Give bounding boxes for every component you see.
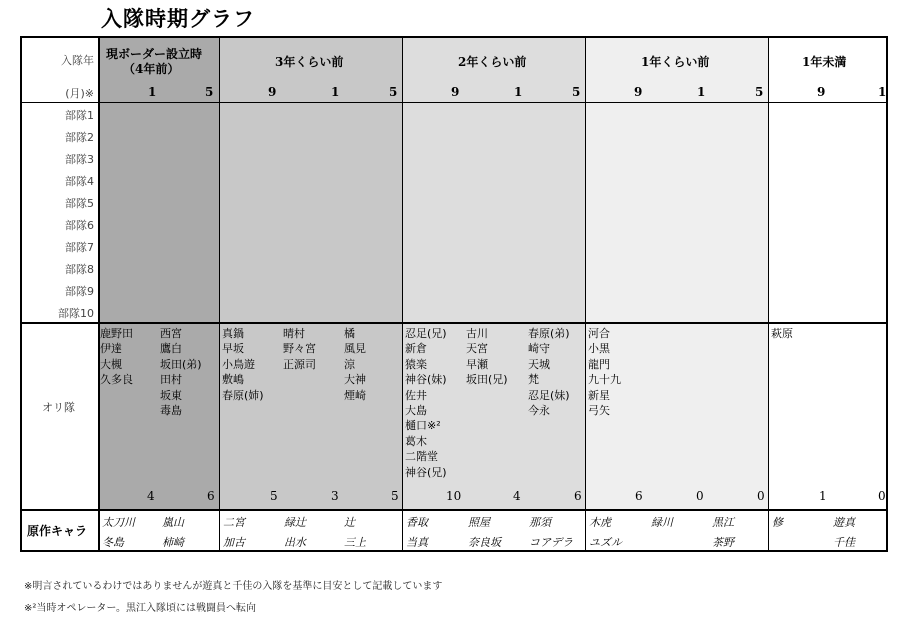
period-shade-2 [402, 38, 585, 324]
unit-label: 部隊10 [58, 307, 94, 320]
month-tick: 5 [205, 85, 214, 99]
count-value: 4 [513, 489, 521, 503]
count-value: 6 [574, 489, 582, 503]
period-shade-0 [99, 38, 219, 324]
original-char: 三上 [344, 536, 366, 549]
divider-labels [98, 38, 100, 550]
month-tick: 9 [634, 85, 643, 99]
footnote-1: ※明言されているわけではありませんが遊真と千佳の入隊を基準に目安として記載しています [24, 581, 443, 592]
operator-list: 萩原 [771, 327, 793, 340]
period-shade-3 [585, 38, 768, 324]
header-year-label: 入隊年 [61, 54, 94, 67]
operator-list: 西宮 鷹白 坂田(弟) 田村 坂東 毒島 [160, 327, 202, 418]
original-char: 辻 [344, 516, 355, 529]
count-value: 0 [878, 489, 886, 503]
divider-period-3 [585, 38, 586, 550]
original-char: 香取 [406, 516, 428, 529]
month-tick: 9 [817, 85, 826, 99]
count-value: 6 [207, 489, 215, 503]
divider-period-4 [768, 38, 769, 550]
period-title-3: 1年くらい前 [641, 55, 710, 69]
count-value: 1 [819, 489, 827, 503]
period-subtitle-0: （4年前） [123, 62, 180, 76]
original-char: 黒江 [712, 516, 734, 529]
header-month-label: (月)※ [65, 87, 94, 100]
unit-label: 部隊8 [65, 263, 94, 276]
month-tick: 1 [697, 85, 706, 99]
operator-list: 忍足(兄) 新倉 猿楽 神谷(妹) 佐井 大島 樋口※² 葛木 二階堂 神谷(兄) [405, 327, 447, 479]
original-char: 加古 [223, 536, 245, 549]
period-title-1: 3年くらい前 [275, 55, 344, 69]
month-tick: 1 [148, 85, 157, 99]
original-char: 柿崎 [162, 536, 184, 549]
unit-label: 部隊2 [65, 131, 94, 144]
original-char: 木虎 [589, 516, 611, 529]
footnote-2: ※²当時オペレーター。黒江入隊頃には戦闘員へ転向 [24, 603, 256, 614]
count-value: 5 [270, 489, 278, 503]
original-char: 二宮 [223, 516, 245, 529]
period-title-0: 現ボーダー設立時 [106, 47, 203, 61]
original-char: ユズル [589, 536, 622, 549]
count-value: 5 [391, 489, 399, 503]
divider-period-1 [219, 38, 220, 550]
month-tick: 1 [331, 85, 340, 99]
unit-label: 部隊7 [65, 241, 94, 254]
operator-list: 春原(弟) 崎守 天城 梵 忍足(妹) 今永 [528, 327, 570, 418]
original-char: 冬島 [102, 536, 124, 549]
month-tick: 5 [572, 85, 581, 99]
count-value: 10 [446, 489, 462, 503]
original-char: 奈良坂 [468, 536, 501, 549]
operator-list: 晴村 野々宮 正源司 [283, 327, 316, 371]
period-shade-1 [219, 38, 402, 324]
unit-label: 部隊4 [65, 175, 94, 188]
divider-units [22, 322, 886, 324]
month-tick: 9 [268, 85, 277, 99]
operator-list: 古川 天宮 早瀬 坂田(兄) [466, 327, 508, 387]
unit-label: 部隊3 [65, 153, 94, 166]
count-value: 0 [757, 489, 765, 503]
month-tick: 1 [514, 85, 523, 99]
original-char: 太刀川 [102, 516, 135, 529]
month-tick: 9 [451, 85, 460, 99]
unit-label: 部隊9 [65, 285, 94, 298]
operators-label: オリ隊 [42, 401, 75, 414]
original-char: 出水 [284, 536, 306, 549]
unit-label: 部隊1 [65, 109, 94, 122]
divider-header [22, 102, 886, 103]
unit-label: 部隊6 [65, 219, 94, 232]
period-title-4: 1年未満 [802, 55, 847, 69]
original-char: 遊真 [833, 516, 855, 529]
count-value: 4 [147, 489, 155, 503]
original-label: 原作キャラ [27, 524, 88, 538]
original-char: 緑辻 [284, 516, 306, 529]
original-char: コアデラ [529, 536, 573, 549]
divider-original [22, 509, 886, 511]
operator-list: 橘 風見 涼 大神 煙崎 [344, 327, 366, 402]
original-char: 緑川 [651, 516, 673, 529]
unit-label: 部隊5 [65, 197, 94, 210]
divider-period-2 [402, 38, 403, 550]
page-title: 入隊時期グラフ [101, 7, 255, 31]
count-value: 6 [635, 489, 643, 503]
original-char: 照屋 [468, 516, 490, 529]
count-value: 3 [331, 489, 339, 503]
original-char: 千佳 [833, 536, 855, 549]
month-tick: 5 [389, 85, 398, 99]
count-value: 0 [696, 489, 704, 503]
month-tick: 1 [878, 85, 887, 99]
month-tick: 5 [755, 85, 764, 99]
original-char: 当真 [406, 536, 428, 549]
operator-list: 河合 小黒 龍門 九十九 新星 弓矢 [588, 327, 621, 418]
operator-list: 鹿野田 伊達 大槻 久多良 [100, 327, 133, 387]
operator-list: 真鍋 早坂 小鳥遊 敷嶋 春原(姉) [222, 327, 264, 402]
period-title-2: 2年くらい前 [458, 55, 527, 69]
original-char: 修 [772, 516, 783, 529]
original-char: 茶野 [712, 536, 734, 549]
original-char: 那須 [529, 516, 551, 529]
timeline-table [20, 36, 888, 552]
original-char: 嵐山 [162, 516, 184, 529]
